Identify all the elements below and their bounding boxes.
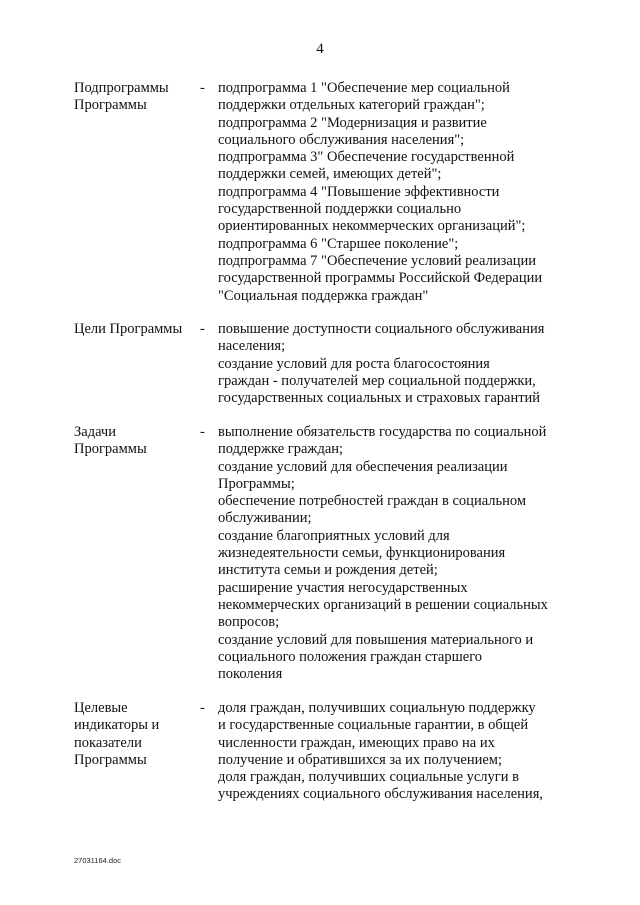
text-line: жизнедеятельности семьи, функционирования	[218, 545, 506, 562]
text-line: "Социальная поддержка граждан"	[218, 287, 429, 304]
text-line: граждан - получателей мер социальной поддержки,	[218, 372, 536, 389]
text-line: и государственные социальные гарантии, в общей	[218, 717, 529, 734]
text-line: поддержки отдельных категорий граждан";	[218, 97, 485, 114]
text-line: подпрограмма 4 "Повышение эффективности	[218, 183, 500, 200]
section-items	[218, 424, 568, 683]
label-line: Цели Программы	[74, 321, 183, 337]
label-line: Программы	[74, 751, 147, 768]
text-line: создание условий для обеспечения реализации	[218, 458, 508, 475]
text-line: государственных социальных и страховых гарантий	[218, 390, 541, 407]
text-line: подпрограмма 6 "Старшее поколение";	[218, 235, 459, 252]
text-line: социального положения граждан старшего	[218, 648, 483, 665]
section-label	[74, 700, 194, 769]
text-line: создание условий для роста благосостояния	[218, 355, 490, 372]
text-line: поколения	[218, 666, 283, 683]
text-line: учреждениях социального обслуживания населения,	[218, 786, 543, 803]
text-line: обслуживании;	[218, 510, 312, 527]
text-line: подпрограмма 2 "Модернизация и развитие	[218, 114, 487, 131]
text-line: численности граждан, имеющих право на их	[218, 734, 495, 751]
page-number: 4	[316, 41, 324, 57]
section-label	[74, 424, 194, 459]
text-line: вопросов;	[218, 614, 280, 631]
section-items	[218, 80, 568, 305]
section-items	[218, 321, 568, 407]
label-line: Программы	[74, 441, 147, 458]
section-dash: -	[200, 424, 205, 440]
text-line: создание условий для повышения материального и	[218, 631, 534, 648]
text-line: социального обслуживания населения";	[218, 131, 465, 148]
label-line: Подпрограммы	[74, 80, 169, 96]
text-line: выполнение обязательств государства по социальной	[218, 424, 547, 440]
label-line: Программы	[74, 97, 147, 114]
section-label	[74, 321, 194, 338]
text-line: доля граждан, получивших социальные услуги в	[218, 769, 519, 786]
text-line: ориентированных некоммерческих организаций";	[218, 218, 526, 235]
section-dash: -	[200, 80, 205, 96]
text-line: подпрограмма 1 "Обеспечение мер социальной	[218, 80, 510, 96]
text-line: создание благоприятных условий для	[218, 527, 450, 544]
text-line: получение и обратившихся за их получением;	[218, 751, 502, 768]
label-line: Задачи	[74, 424, 116, 440]
label-line: Целевые	[74, 700, 128, 716]
text-line: расширение участия негосударственных	[218, 579, 468, 596]
text-line: Программы;	[218, 475, 295, 492]
text-line: института семьи и рождения детей;	[218, 562, 438, 579]
label-line: индикаторы и	[74, 717, 160, 734]
section-dash: -	[200, 700, 205, 716]
label-line: показатели	[74, 734, 142, 751]
text-line: доля граждан, получивших социальную поддержку	[218, 700, 536, 716]
text-line: поддержке граждан;	[218, 441, 344, 458]
text-line: обеспечение потребностей граждан в социальном	[218, 493, 527, 510]
text-line: подпрограмма 3" Обеспечение государственной	[218, 149, 515, 166]
section-label	[74, 80, 194, 115]
text-line: некоммерческих организаций в решении социальных	[218, 596, 548, 613]
text-line: подпрограмма 7 "Обеспечение условий реализации	[218, 252, 537, 269]
section-items	[218, 700, 568, 804]
section-dash: -	[200, 321, 205, 337]
text-line: поддержки семей, имеющих детей";	[218, 166, 442, 183]
text-line: государственной программы Российской Федерации	[218, 270, 543, 287]
text-line: государственной поддержки социально	[218, 201, 462, 218]
text-line: повышение доступности социального обслуживания	[218, 321, 545, 337]
text-line: населения;	[218, 338, 286, 355]
document-filename: 27031164.doc	[74, 856, 121, 865]
